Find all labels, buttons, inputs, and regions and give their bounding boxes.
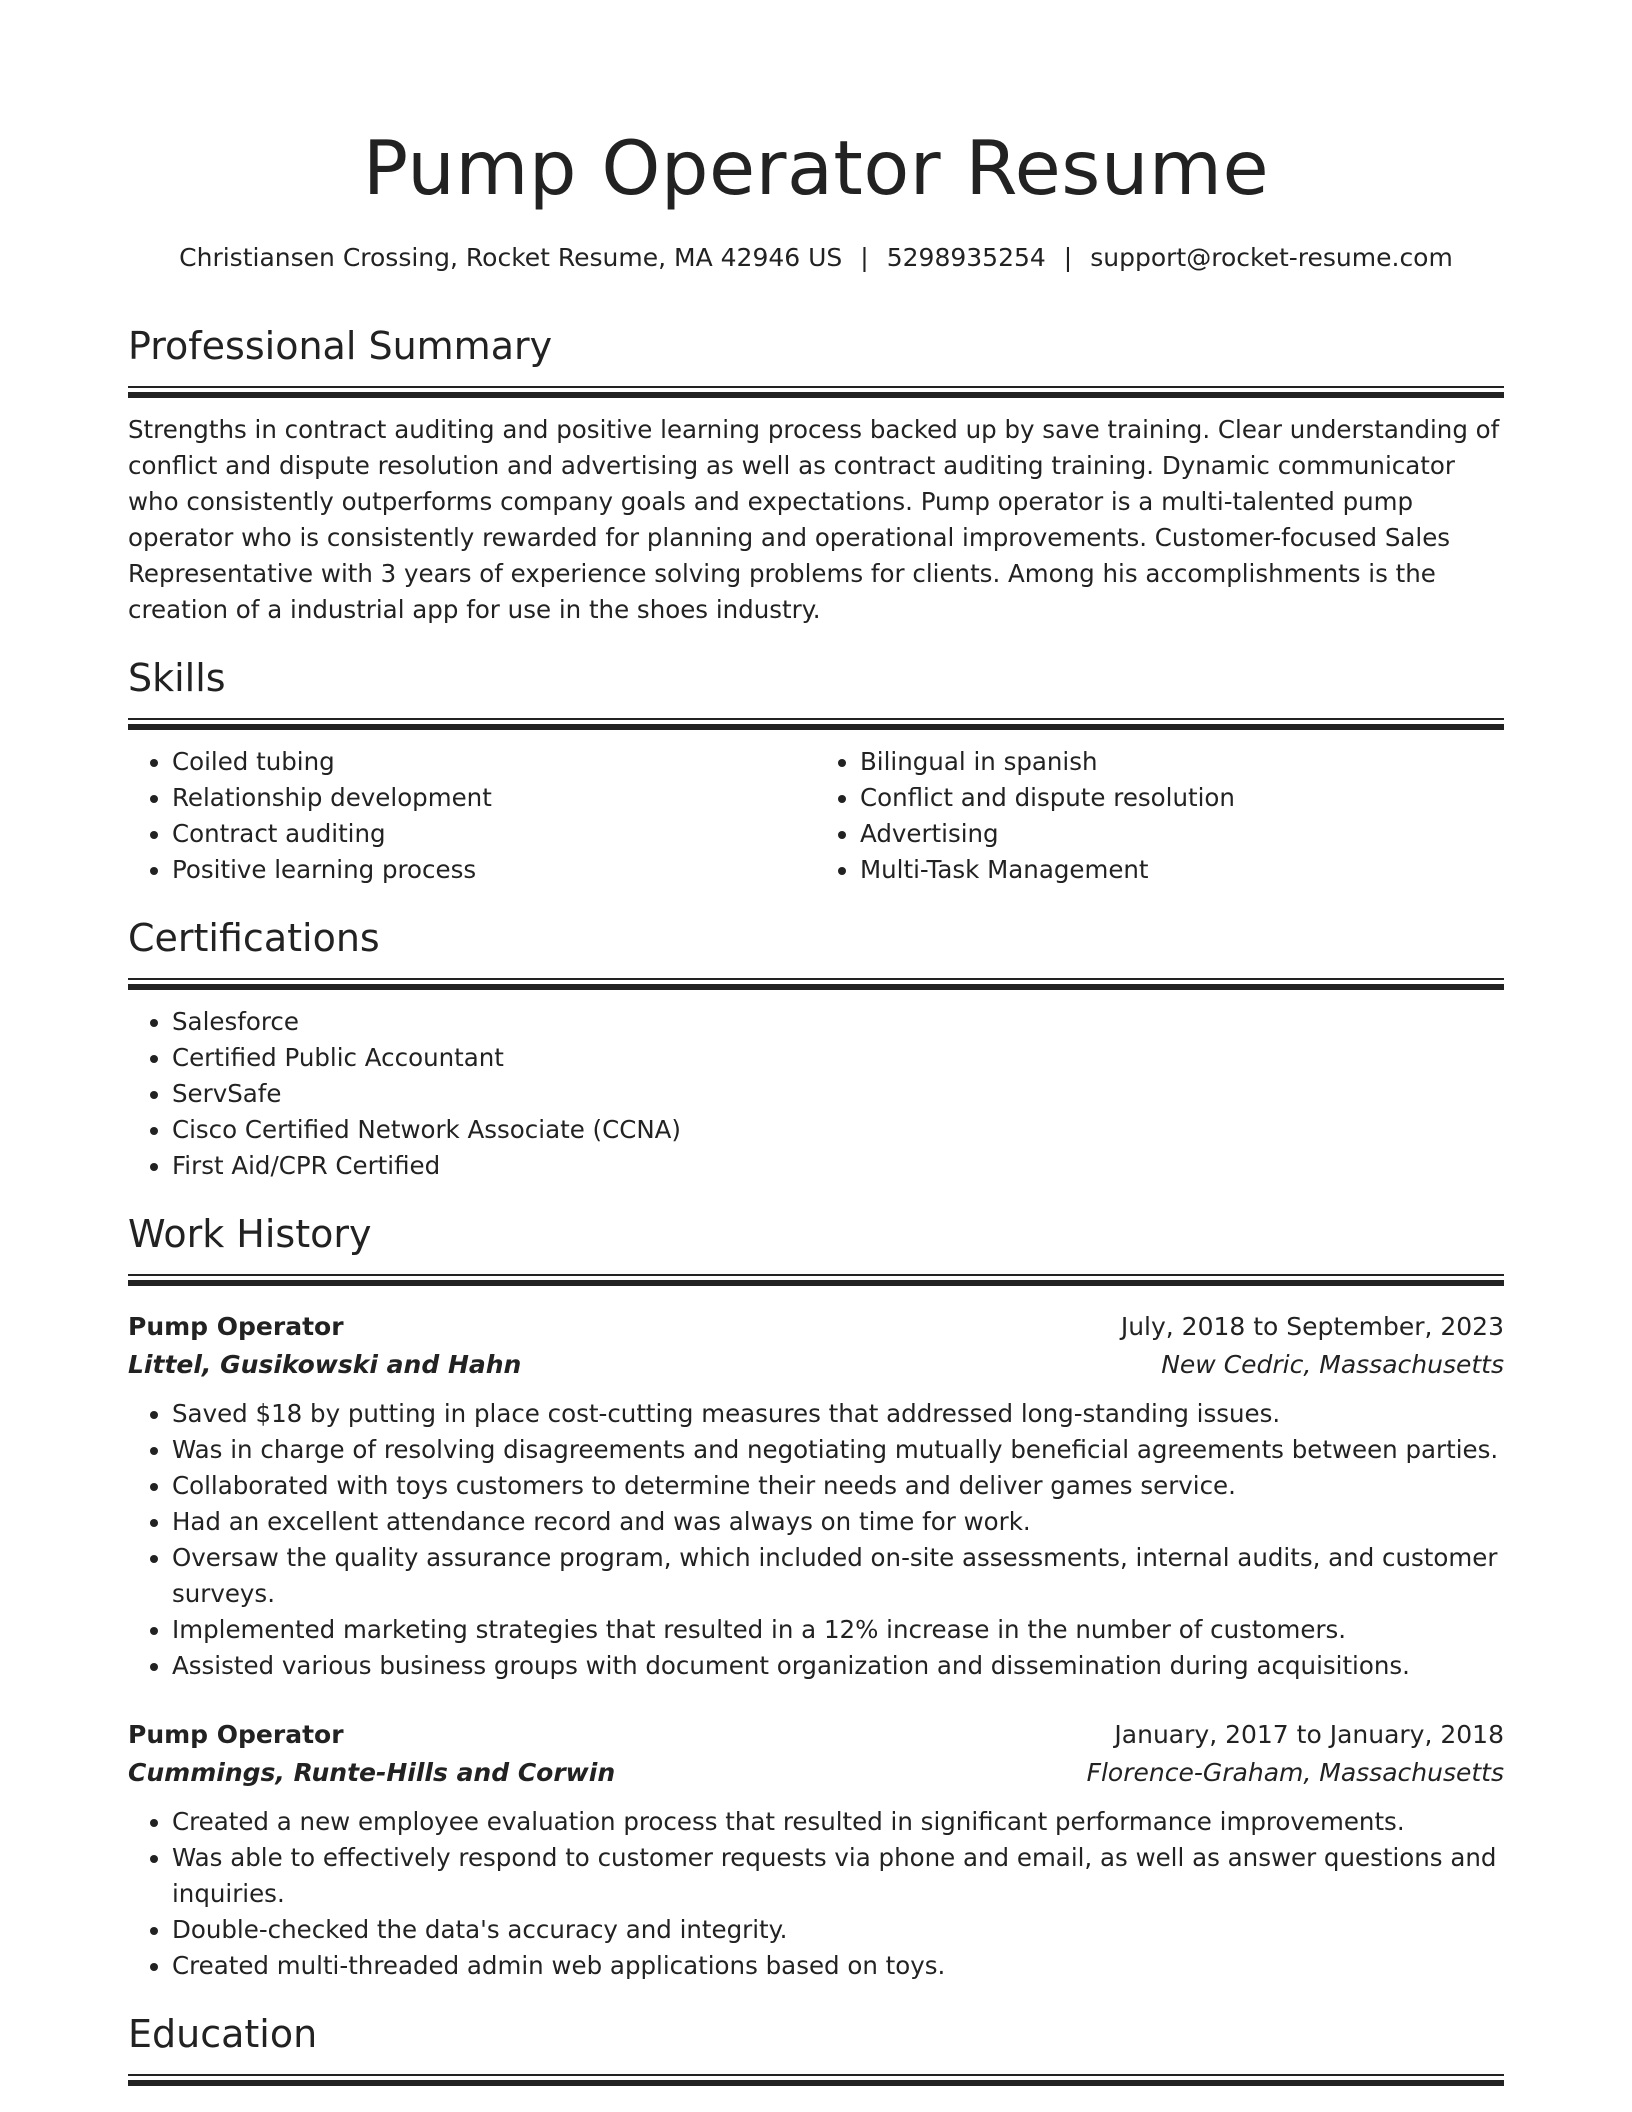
job-header-row: [128, 1716, 1504, 1754]
summary-text: Strengths in contract auditing and positive learning process backed up by save training. Clear understanding of conflict and dispute resolution and advertising as well as contract auditing training. Dynamic communicator who consistently outperforms company goals and expectations. Pump operator is a multi-talented pump operator who is consistently rewarded for planning and operational improvements. Customer-focused Sales Representative with 3 years of experience solving problems for clients. Among his accomplishments is the creation of a industrial app for use in the shoes industry.: [128, 415, 1500, 624]
job-dates: July, 2018 to September, 2023: [1120, 1312, 1504, 1341]
contact-phone: 5298935254: [886, 243, 1046, 272]
work-history-heading: Work History: [128, 1212, 372, 1256]
job-bullet: • Was able to effectively respond to customer requests via phone and email, as well as answer questions and inquiries.: [172, 1840, 1504, 1912]
certification-item: • ServSafe: [172, 1076, 1504, 1112]
skill-item: • Relationship development: [172, 780, 816, 816]
skills-grid: [128, 730, 1504, 888]
contact-address: Christiansen Crossing, Rocket Resume, MA 42946 US: [179, 243, 843, 272]
skill-item: • Coiled tubing: [172, 744, 816, 780]
certifications-heading: Certifications: [128, 916, 380, 960]
section-divider: [128, 1274, 1504, 1286]
job-company: Cummings, Runte-Hills and Corwin: [128, 1758, 616, 1787]
resume-title: Pump Operator Resume: [362, 124, 1270, 212]
section-divider: [128, 386, 1504, 398]
skill-item: • Conflict and dispute resolution: [860, 780, 1504, 816]
education-section: [128, 2010, 1504, 2086]
job-dates: January, 2017 to January, 2018: [1114, 1720, 1504, 1749]
job-company: Littel, Gusikowski and Hahn: [128, 1350, 522, 1379]
summary-heading: Professional Summary: [128, 324, 553, 368]
certification-item: • Cisco Certified Network Associate (CCNA): [172, 1112, 1504, 1148]
job-entry: [128, 1308, 1504, 1684]
skill-item: • Bilingual in spanish: [860, 744, 1504, 780]
job-bullet: • Created a new employee evaluation process that resulted in significant performance improvements.: [172, 1804, 1504, 1840]
section-divider: [128, 978, 1504, 990]
job-bullet: • Created multi-threaded admin web applications based on toys.: [172, 1948, 1504, 1984]
skill-item: • Contract auditing: [172, 816, 816, 852]
job-header-row: [128, 1308, 1504, 1346]
section-divider: [128, 718, 1504, 730]
contact-separator: |: [860, 243, 869, 272]
contact-line: [128, 242, 1504, 274]
certification-item: • First Aid/CPR Certified: [172, 1148, 1504, 1184]
job-title: Pump Operator: [128, 1312, 344, 1341]
contact-email: support@rocket-resume.com: [1090, 243, 1453, 272]
job-bullet: • Collaborated with toys customers to determine their needs and deliver games service.: [172, 1468, 1504, 1504]
summary-section: [128, 322, 1504, 628]
job-bullets: [128, 1804, 1504, 1984]
job-location: New Cedric, Massachusetts: [1161, 1350, 1504, 1379]
job-bullets: [128, 1396, 1504, 1684]
job-title: Pump Operator: [128, 1720, 344, 1749]
job-bullet: • Oversaw the quality assurance program, which included on-site assessments, internal audits, and customer surveys.: [172, 1540, 1504, 1612]
skills-heading: Skills: [128, 656, 226, 700]
job-entry: [128, 1716, 1504, 1984]
resume-page: [128, 0, 1504, 2086]
skills-section: [128, 654, 1504, 888]
certification-item: • Certified Public Accountant: [172, 1040, 1504, 1076]
job-bullet: • Implemented marketing strategies that resulted in a 12% increase in the number of customers.: [172, 1612, 1504, 1648]
job-bullet: • Had an excellent attendance record and was always on time for work.: [172, 1504, 1504, 1540]
work-history-section: [128, 1210, 1504, 1984]
skills-list-right: [816, 744, 1504, 888]
skill-item: • Positive learning process: [172, 852, 816, 888]
job-bullet: • Was in charge of resolving disagreements and negotiating mutually beneficial agreements between parties.: [172, 1432, 1504, 1468]
job-company-row: [128, 1346, 1504, 1384]
section-divider: [128, 2074, 1504, 2086]
certifications-section: [128, 914, 1504, 1184]
skill-item: • Multi-Task Management: [860, 852, 1504, 888]
skills-list-left: [128, 744, 816, 888]
contact-separator: |: [1063, 243, 1073, 272]
skill-item: • Advertising: [860, 816, 1504, 852]
certifications-list: [128, 1004, 1504, 1184]
certification-item: • Salesforce: [172, 1004, 1504, 1040]
education-heading: Education: [128, 2012, 318, 2056]
job-company-row: [128, 1754, 1504, 1792]
job-bullet: • Assisted various business groups with document organization and dissemination during acquisitions.: [172, 1648, 1504, 1684]
job-bullet: • Saved $18 by putting in place cost-cutting measures that addressed long-standing issues.: [172, 1396, 1504, 1432]
job-bullet: • Double-checked the data's accuracy and integrity.: [172, 1912, 1504, 1948]
job-location: Florence-Graham, Massachusetts: [1086, 1758, 1504, 1787]
